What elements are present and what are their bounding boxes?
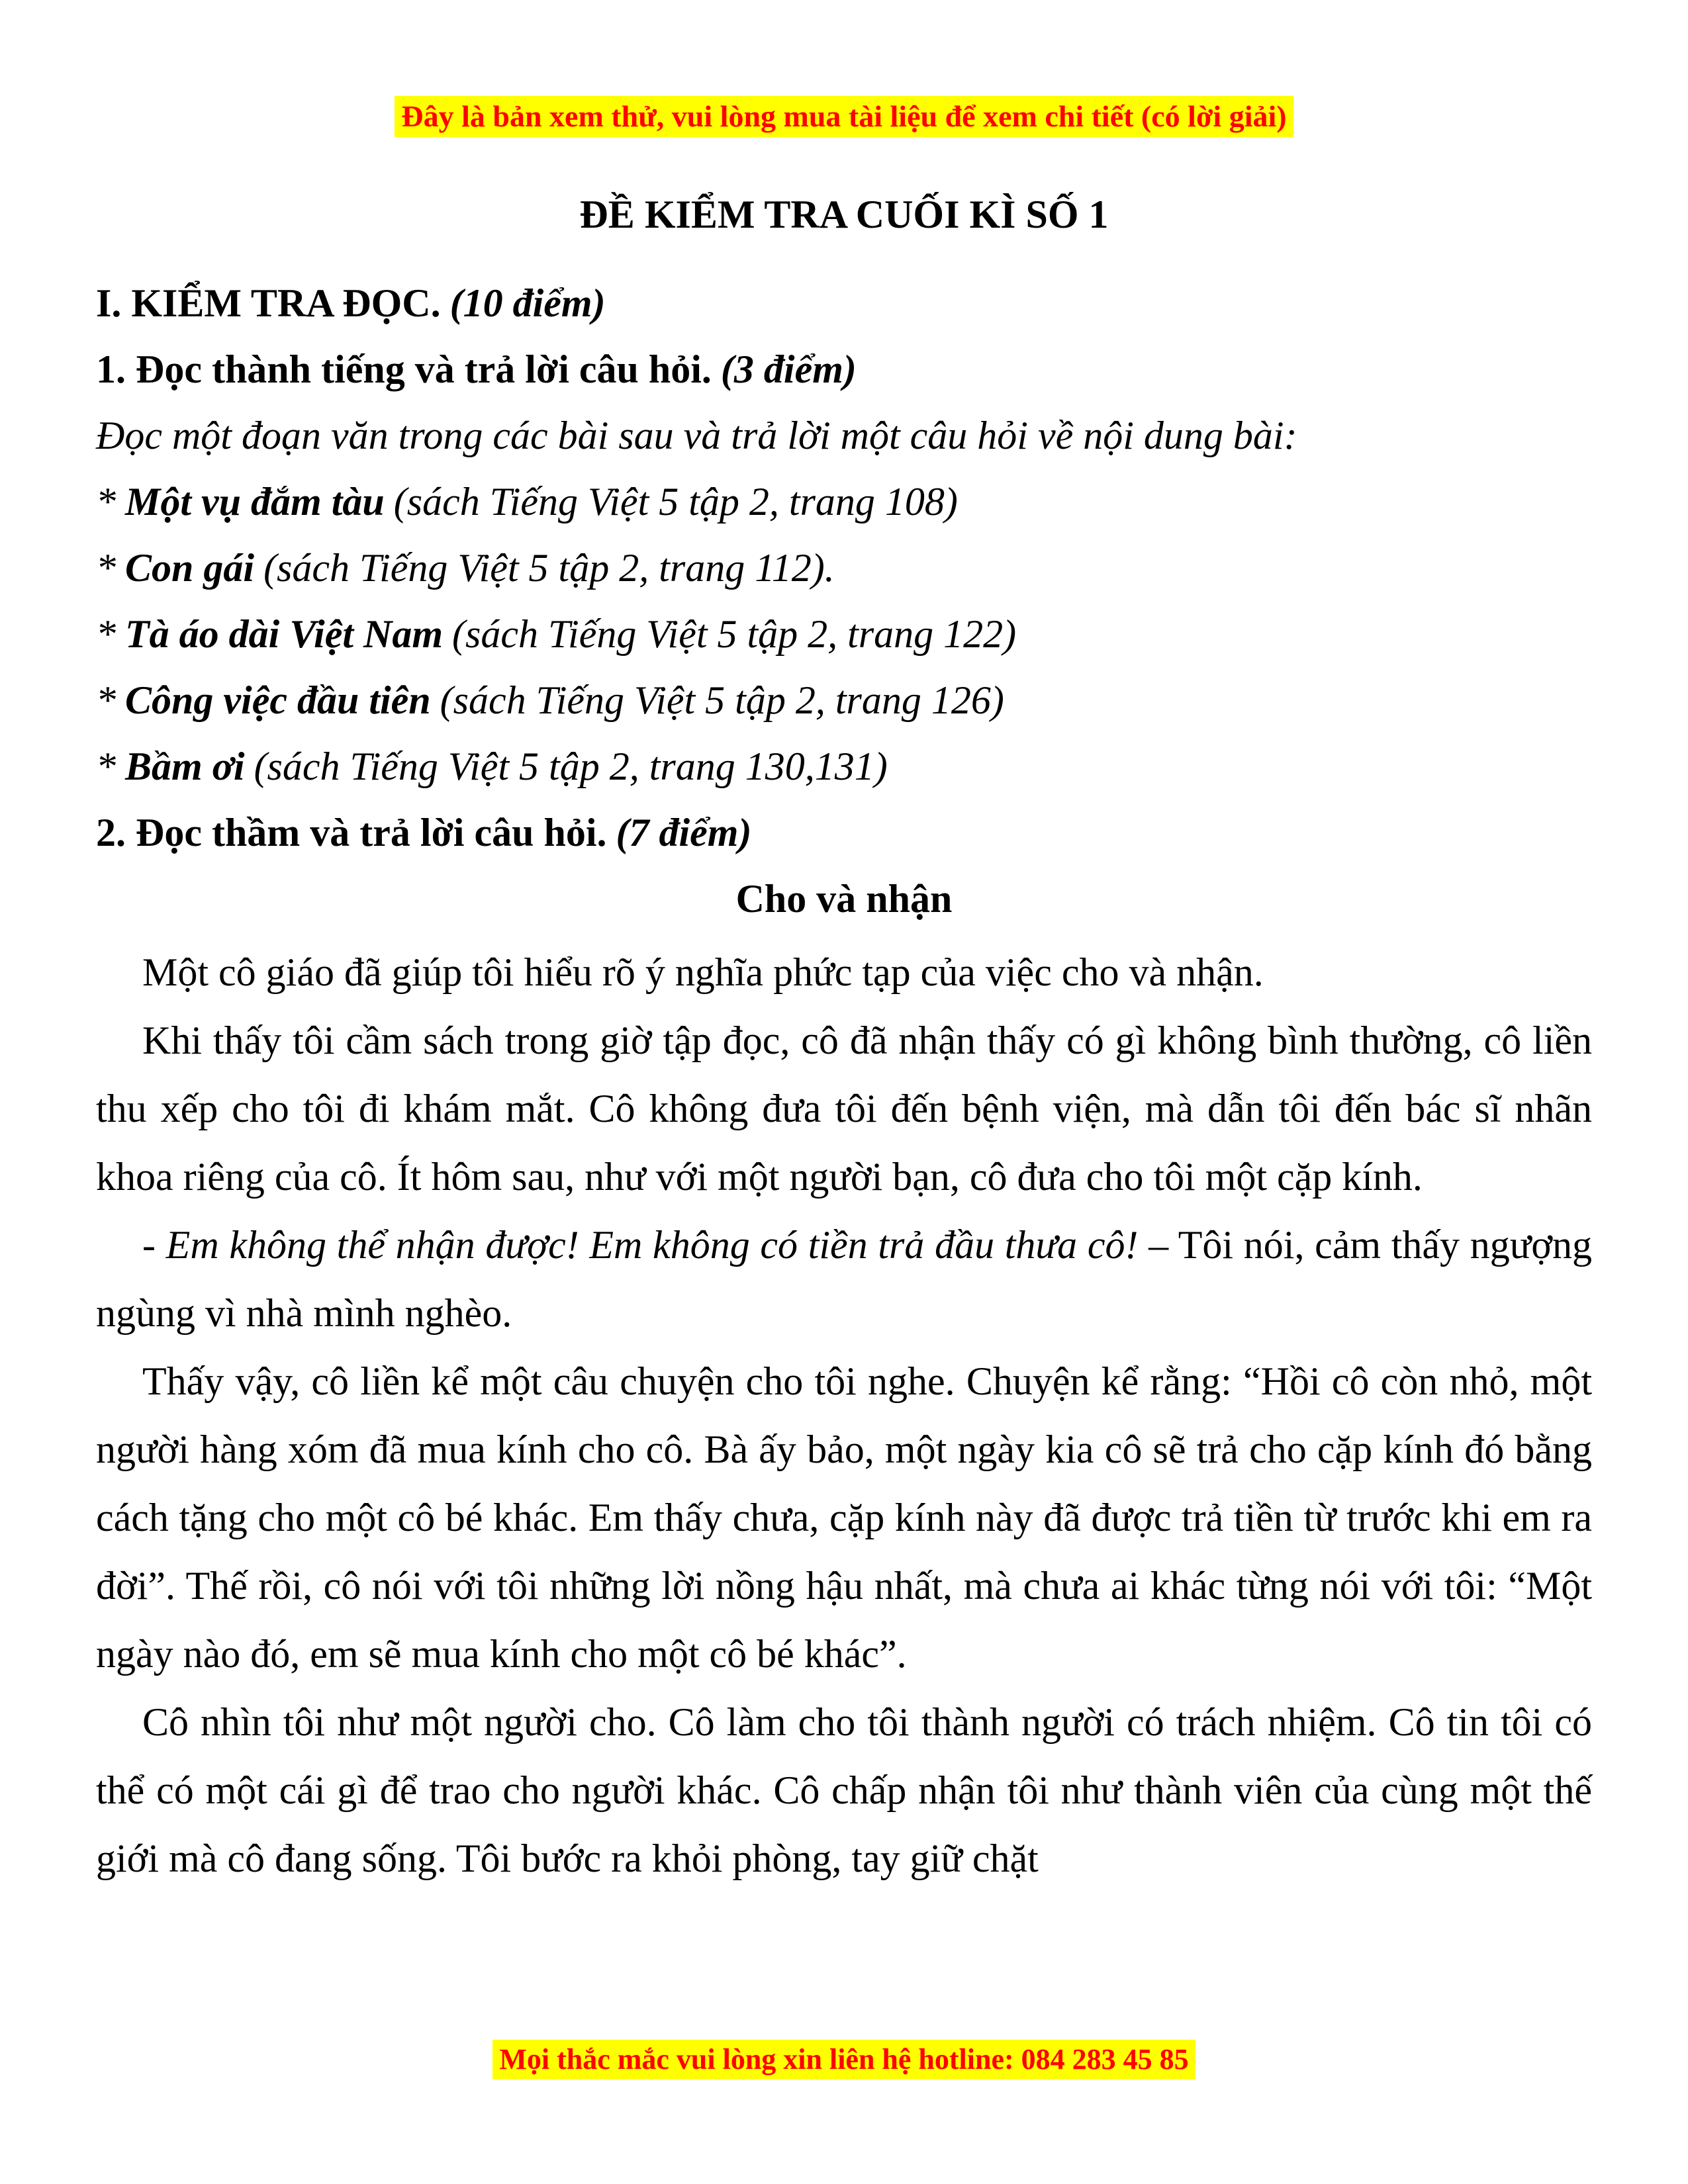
reading-item-5 <box>96 733 1592 799</box>
bottom-notice-banner-row <box>0 2040 1688 2079</box>
exam-structure <box>96 270 1592 932</box>
reading-source: (sách Tiếng Việt 5 tập 2, trang 112). <box>263 546 835 590</box>
bullet-asterisk: * <box>96 546 116 590</box>
bullet-asterisk: * <box>96 745 116 788</box>
dialogue-regular-part: – Tôi nói, cảm thấy ngượng ngùng vì nhà mình nghèo. <box>96 1223 1592 1335</box>
reading-passage <box>96 938 1592 1893</box>
top-notice-banner-row <box>96 0 1592 137</box>
dialogue-italic-part: - Em không thể nhận được! Em không có tiền trả đầu thưa cô! <box>142 1223 1139 1267</box>
reading-item-3 <box>96 601 1592 667</box>
reading-source: (sách Tiếng Việt 5 tập 2, trang 122) <box>452 612 1017 656</box>
reading-item-2 <box>96 535 1592 601</box>
passage-paragraph-2: Khi thấy tôi cầm sách trong giờ tập đọc, cô đã nhận thấy có gì không bình thường, cô liền thu xếp cho tôi đi khám mắt. Cô không đưa tôi đến bệnh viện, mà dẫn tôi đến bác sĩ nhãn khoa riêng của cô. Ít hôm sau, như với một người bạn, cô đưa cho tôi một cặp kính. <box>96 1019 1592 1199</box>
reading-title: Một vụ đắm tàu <box>125 480 385 523</box>
reading-title: Tà áo dài Việt Nam <box>125 612 443 656</box>
reading-source: (sách Tiếng Việt 5 tập 2, trang 130,131) <box>254 745 888 788</box>
section-heading-reading <box>96 270 1592 336</box>
reading-instruction: Đọc một đoạn văn trong các bài sau và trả lời một câu hỏi về nội dung bài: <box>96 414 1297 457</box>
reading-item-4 <box>96 667 1592 733</box>
subsection-silent-reading-points: (7 điểm) <box>616 811 752 854</box>
subsection-read-aloud <box>96 336 1592 402</box>
passage-paragraph-1: Một cô giáo đã giúp tôi hiểu rõ ý nghĩa phức tạp của việc cho và nhận. <box>142 950 1264 994</box>
passage-paragraph-4: Thấy vậy, cô liền kể một câu chuyện cho tôi nghe. Chuyện kể rằng: “Hồi cô còn nhỏ, một người hàng xóm đã mua kính cho cô. Bà ấy bảo, một ngày kia cô sẽ trả cho cặp kính đó bằng cách tặng cho một cô bé khác. Em thấy chưa, cặp kính này đã được trả tiền từ trước khi em ra đời”. Thế rồi, cô nói với tôi những lời nồng hậu nhất, mà chưa ai khác từng nói với tôi: “Một ngày nào đó, em sẽ mua kính cho một cô bé khác”. <box>96 1359 1592 1676</box>
bullet-asterisk: * <box>96 480 116 523</box>
bullet-asterisk: * <box>96 678 116 722</box>
section-heading-label: I. KIỂM TRA ĐỌC. <box>96 281 441 325</box>
reading-title: Con gái <box>125 546 255 590</box>
subsection-read-aloud-points: (3 điểm) <box>720 347 857 391</box>
passage-title: Cho và nhận <box>735 877 953 921</box>
page-title: ĐỀ KIỂM TRA CUỐI KÌ SỐ 1 <box>579 193 1109 236</box>
reading-source: (sách Tiếng Việt 5 tập 2, trang 108) <box>393 480 958 523</box>
bottom-notice-banner: Mọi thắc mắc vui lòng xin liên hệ hotline: 084 283 45 85 <box>492 2040 1195 2079</box>
reading-title: Công việc đầu tiên <box>125 678 431 722</box>
subsection-silent-reading-label: 2. Đọc thầm và trả lời câu hỏi. <box>96 811 607 854</box>
passage-paragraph-5: Cô nhìn tôi như một người cho. Cô làm cho tôi thành người có trách nhiệm. Cô tin tôi có thể có một cái gì để trao cho người khác. Cô chấp nhận tôi như thành viên của cùng một thế giới mà cô đang sống. Tôi bước ra khỏi phòng, tay giữ chặt <box>96 1700 1592 1880</box>
passage-paragraph-3 <box>96 1211 1592 1347</box>
section-heading-points: (10 điểm) <box>449 281 606 325</box>
reading-item-1 <box>96 469 1592 535</box>
subsection-silent-reading <box>96 799 1592 866</box>
top-notice-banner: Đây là bản xem thử, vui lòng mua tài liệu để xem chi tiết (có lời giải) <box>395 96 1293 137</box>
reading-source: (sách Tiếng Việt 5 tập 2, trang 126) <box>440 678 1004 722</box>
subsection-read-aloud-label: 1. Đọc thành tiếng và trả lời câu hỏi. <box>96 347 712 391</box>
reading-title: Bầm ơi <box>125 745 245 788</box>
bullet-asterisk: * <box>96 612 116 656</box>
